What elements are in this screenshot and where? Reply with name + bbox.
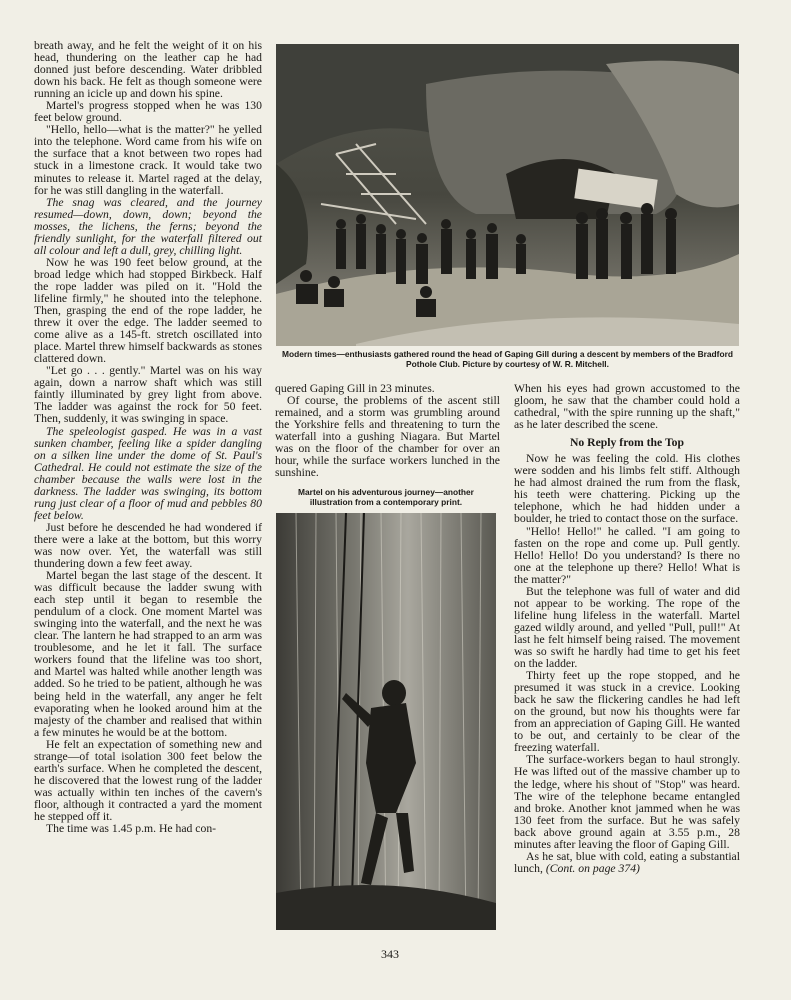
paragraph: breath away, and he felt the weight of it on his head, thundering on the leather cap he had donned just before descending. Water dribbled down his back. He felt as though someone were running an icicle up and down his spine. [34, 39, 262, 101]
paragraph: Now he was feeling the cold. His clothes were sodden and his limbs felt stiff. Although he had almost drained the rum from the flask, his teeth were chattering. Picking up the telephone, which he had hidden under a boulder, he tried to contact those on the surface. [514, 452, 740, 526]
paragraph: "Hello! Hello!" he called. "I am going to fasten on the rope and come up. Pull gently. Hello! Hello! Do you understand? Is there no one at the telephone up there? Hello! What is the matter?" [514, 524, 740, 586]
paragraph: Of course, the problems of the ascent still remained, and a storm was grumbling around the Yorkshire fells and threatening to turn the waterfall into a gushing Niagara. But Martel was on the floor of the chamber for over an hour, while the surface workers lunched in the sunshine. [275, 394, 500, 480]
paragraph: "Hello, hello—what is the matter?" he yelled into the telephone. Word came from his wife on the surface that a knot between two ropes had stuck in a limestone crack. It would take two minutes to release it. Martel raged at the delay, for he was still dangling in the waterfall. [34, 123, 262, 197]
paragraph: The time was 1.45 p.m. He had con- [46, 822, 217, 836]
paragraph: Martel's progress stopped when he was 130 feet below ground. [34, 99, 262, 125]
paragraph: Now he was 190 feet below ground, at the broad ledge which had stopped Birkbeck. Half the rope ladder was piled on it. "Hold the lifeline firmly," he shouted into the telephone. Then, grasping the end of the rope ladder, he threw it over the edge. The ladder seemed to come alive as a 145-ft. stretch oscillated into place. Martel threw himself backwards as stones clattered down. [34, 255, 262, 366]
paragraph: But the telephone was full of water and did not appear to be working. The rope of the lifeline hung lifeless in the waterfall. Martel gazed wildly around, and yelled "Pull, pull!" At last he felt himself being raised. The movement was so swift he hardly had time to get his feet on the ladder. [514, 584, 740, 671]
martel-illustration [276, 513, 496, 930]
paragraph: The speleologist gasped. He was in a vast sunken chamber, feeling like a spider dangling on a silken line under the dome of St. Paul's Cathedral. He could not estimate the size of the chamber because the walls were lost in the darkness. The ladder was swinging, its bottom rung just clear of a floor of mud and pebbles 80 feet below. [34, 424, 262, 522]
illustration-caption: Martel on his adventurous journey—another illustration from a contemporary print. [298, 487, 474, 507]
paragraph: The surface-workers began to haul strongly. He was lifted out of the massive chamber up to the ledge, where his shout of "Stop" was heard. The wire of the telephone became entangled and broke. Another knot jammed when he was 130 feet from the surface. But he was safely back above ground again at 3.55 p.m., 28 minutes after leaving the floor of Gaping Gill. [514, 753, 740, 851]
page-number: 343 [381, 947, 399, 961]
paragraph: Thirty feet up the rope stopped, and he presumed it was stuck in a crevice. Looking back he saw the flickering candles he had left on the ground, but now his thoughts were far from an appreciation of Gaping Gill. He wanted to be out, and certainly to be clear of the freezing waterfall. [514, 669, 740, 755]
article-column-2 [275, 383, 500, 479]
paragraph-text: As he sat, blue with cold, eating a substantial lunch, [514, 849, 740, 875]
paragraph: He felt an expectation of something new and strange—of total isolation 300 feet below the earth's surface. When he completed the descent, he discovered that the lowest rung of the ladder was actually within ten inches of the cavern's floor, although it contracted a yard the moment he stepped off it. [34, 737, 262, 823]
paragraph: When his eyes had grown accustomed to the gloom, he saw that the chamber could hold a cathedral, "with the spire running up the shaft," as he later described the scene. [514, 382, 740, 432]
article-column-1 [34, 40, 262, 835]
article-column-3 [514, 383, 740, 875]
martel-illustration-image [276, 513, 496, 930]
cave-entrance-photo [276, 44, 739, 346]
paragraph: The snag was cleared, and the journey resumed—down, down, down; beyond the mosses, the lichens, the ferns; beyond the friendly sunlight, for the waterfall filtered out all colour and left a dull, grey, chilling light. [34, 195, 262, 257]
paragraph: Martel began the last stage of the descent. It was difficult because the ladder swung with each step until it began to resemble the pendulum of a clock. One moment Martel was swinging into the waterfall, and the next he was clear. The lantern he had strapped to an arm was troublesome, and he let it fall. The surface workers found that the lifeline was too short, and Martel was halted while another length was added. So he tried to be patient, although he was being held in the waterfall, any anger he felt evaporating when he looked around him at the majesty of the chamber and realised that within a few minutes he would be at the bottom. [34, 569, 262, 739]
paragraph: quered Gaping Gill in 23 minutes. [275, 382, 435, 395]
cave-entrance-photo-image [276, 44, 739, 346]
section-subheading: No Reply from the Top [569, 436, 685, 450]
photo-caption-top: Modern times—enthusiasts gathered round the head of Gaping Gill during a descent by members of the Bradford Pothole Club. Picture by courtesy of W. R. Mitchell. [282, 349, 733, 369]
paragraph: "Let go . . . gently." Martel was on his way again, down a narrow shaft which was still faintly illuminated by grey light from above. The ladder was against the rock for 50 feet. Then, suddenly, it was swinging in space. [34, 364, 262, 426]
paragraph: Just before he descended he had wondered if there were a lake at the bottom, but this worry was now over. Yet, the waterfall was still thundering down a few feet away. [34, 520, 262, 571]
paragraph [514, 851, 740, 875]
continuation-note: (Cont. on page 374) [545, 861, 640, 875]
